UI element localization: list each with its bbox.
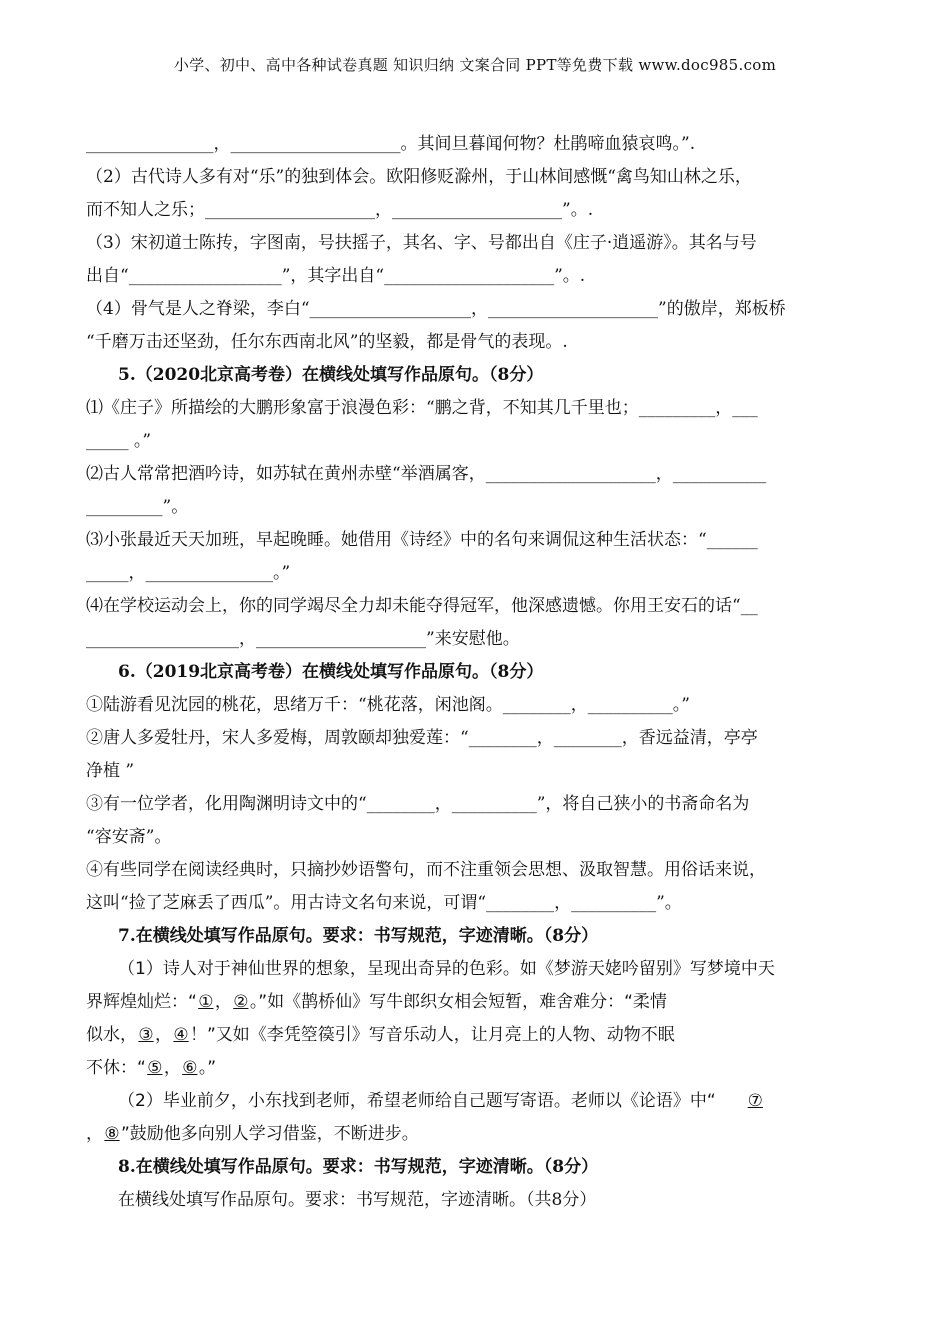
q6-line: ④有些同学在阅读经典时，只摘抄妙语警句，而不注重领会思想、汲取智慧。用俗话来说， — [86, 860, 766, 880]
q8-line: 在横线处填写作品原句。要求：书写规范，字迹清晰。（共8分） — [118, 1190, 597, 1210]
q5-heading: 5.（2020北京高考卷）在横线处填写作品原句。（8分） — [118, 365, 544, 385]
q4-line: “千磨万击还坚劲，任尔东西南北风”的坚毅，都是骨气的表现。. — [86, 332, 568, 352]
blank-2: ② — [233, 992, 249, 1012]
q7-text: 似水， — [86, 1025, 137, 1045]
q4-line: （3）宋初道士陈抟，字图南，号扶摇子，其名、字、号都出自《庄子·逍遥游》。其名与号 — [86, 233, 757, 253]
q7-text: ， — [214, 992, 232, 1012]
blank-8: ⑧ — [104, 1124, 120, 1144]
blank-7: ⑦ — [747, 1091, 763, 1111]
blank-4: ④ — [173, 1025, 189, 1045]
q5-line: _________”。 — [86, 497, 189, 517]
q7-line — [86, 986, 864, 1019]
q6-line: 这叫“捡了芝麻丢了西瓜”。用古诗文名句来说，可谓“________，__________”。 — [86, 893, 682, 913]
q4-line: 出自“__________________”，其字出自“____________________”。. — [86, 266, 586, 286]
q4-line: 而不知人之乐；____________________，____________________”。. — [86, 200, 594, 220]
q7-text: 。” — [198, 1058, 217, 1078]
q7-text: ， — [163, 1058, 181, 1078]
q7-text: ！”又如《李凭箜篌引》写音乐动人，让月亮上的人物、动物不眠 — [190, 1025, 675, 1045]
q8-heading: 8.在横线处填写作品原句。要求：书写规范，字迹清晰。（8分） — [118, 1157, 599, 1177]
q6-line: ③有一位学者，化用陶渊明诗文中的“________，__________”，将自己狭小的书斋命名为 — [86, 794, 750, 814]
q5-line: ⑶小张最近天天加班，早起晚睡。她借用《诗经》中的名句来调侃这种生活状态：“______ — [86, 530, 758, 550]
q5-line: __________________，____________________”来安慰他。 — [86, 629, 520, 649]
q4-line: （4）骨气是人之脊梁，李白“___________________，____________________”的傲岸，郑板桥 — [86, 299, 786, 319]
q7-text: ”鼓励他多向别人学习借鉴，不断进步。 — [121, 1124, 419, 1144]
q7-text: （2）毕业前夕，小东找到老师，希望老师给自己题写寄语。老师以《论语》中“ — [118, 1091, 716, 1111]
q7-line — [86, 1019, 864, 1052]
q7-line — [86, 1052, 864, 1085]
q6-line: 净植 ” — [86, 761, 135, 781]
q6-line: ①陆游看见沈园的桃花，思绪万千：“桃花落，闲池阁。________，__________。” — [86, 695, 690, 715]
q7-text: 界辉煌灿烂：“ — [86, 992, 197, 1012]
q5-line: ⑴《庄子》所描绘的大鹏形象富于浪漫色彩：“鹏之背，不知其几千里也；_________，___ — [86, 398, 758, 418]
q5-line: _____，_______________。” — [86, 563, 291, 583]
q5-line: ⑷在学校运动会上，你的同学竭尽全力却未能夺得冠军，他深感遗憾。你用王安石的话“__ — [86, 596, 758, 616]
q5-line: ⑵古人常常把酒吟诗，如苏轼在黄州赤壁“举酒属客，____________________，___________ — [86, 464, 767, 484]
q7-line — [86, 1085, 864, 1118]
exam-content — [86, 128, 864, 1217]
q7-text: ， — [86, 1124, 103, 1144]
blank-6: ⑥ — [182, 1058, 198, 1078]
q7-text: 不休：“ — [86, 1058, 146, 1078]
q7-heading: 7.在横线处填写作品原句。要求：书写规范，字迹清晰。（8分） — [118, 926, 599, 946]
q4-line: _______________，____________________。其间旦暮闻何物？杜鹃啼血猿哀鸣。”. — [86, 134, 696, 154]
q5-line: _____ 。” — [86, 431, 152, 451]
q7-text: 。”如《鹊桥仙》写牛郎织女相会短暂，难舍难分：“柔情 — [249, 992, 667, 1012]
blank-3: ③ — [138, 1025, 154, 1045]
q4-line: （2）古代诗人多有对“乐”的独到体会。欧阳修贬滁州，于山林间感慨“禽鸟知山林之乐， — [86, 167, 752, 187]
q7-line — [86, 1118, 864, 1151]
blank-5: ⑤ — [147, 1058, 163, 1078]
q6-line: “容安斋”。 — [86, 827, 172, 847]
q6-heading: 6.（2019北京高考卷）在横线处填写作品原句。（8分） — [118, 662, 544, 682]
page-header: 小学、初中、高中各种试卷真题 知识归纳 文案合同 PPT等免费下载 www.doc985.com — [173, 56, 777, 74]
q7-line: （1）诗人对于神仙世界的想象，呈现出奇异的色彩。如《梦游天姥吟留别》写梦境中天 — [118, 959, 775, 979]
blank-1: ① — [198, 992, 214, 1012]
q6-line: ②唐人多爱牡丹，宋人多爱梅，周敦颐却独爱莲：“________，________，香远益清，亭亭 — [86, 728, 758, 748]
q7-text: ， — [155, 1025, 172, 1045]
